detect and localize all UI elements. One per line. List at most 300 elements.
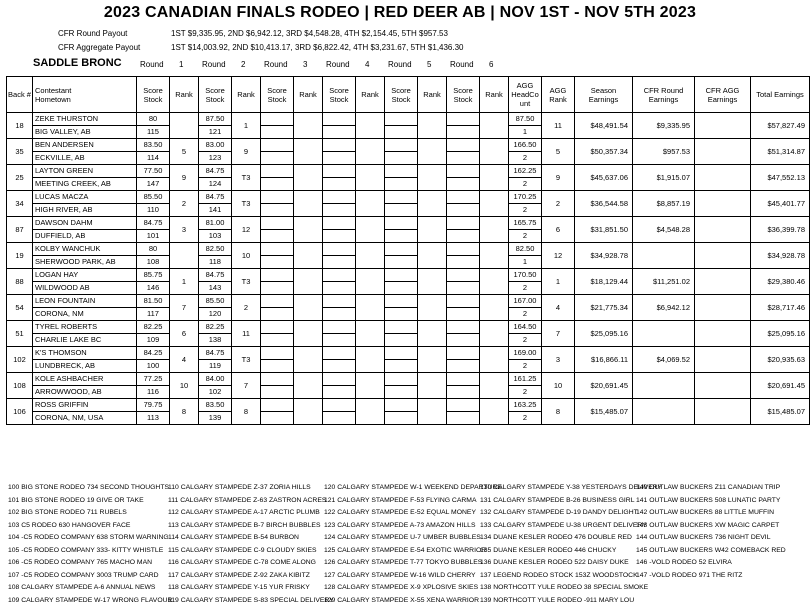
- cfr-round-earnings: $11,251.02: [633, 269, 695, 295]
- round-4-score: [323, 399, 356, 412]
- round-3-stock: [261, 204, 294, 217]
- round-2-rank: T3: [232, 165, 261, 191]
- contestant-name: LUCAS MACZA: [33, 191, 137, 204]
- season-earnings: $20,691.45: [575, 373, 633, 399]
- round-3-stock: [261, 152, 294, 165]
- col-rank: Rank: [170, 77, 199, 113]
- cfr-round-earnings: $8,857.19: [633, 191, 695, 217]
- round-label: Round: [450, 60, 474, 69]
- round-number: 3: [303, 60, 308, 69]
- col-score-stock: Score Stock: [447, 77, 480, 113]
- agg-headcount: 2: [509, 230, 542, 243]
- round-4-score: [323, 373, 356, 386]
- round-2-rank: 9: [232, 139, 261, 165]
- round-5-stock: [385, 412, 418, 425]
- stock-column: [168, 484, 334, 609]
- contestant-hometown: CORONA, NM: [33, 308, 137, 321]
- round-3-rank: [294, 295, 323, 321]
- round-2-score: 83.00: [199, 139, 232, 152]
- stock-entry: 120 CALGARY STAMPEDE W-1 WEEKEND DEPARTURE: [324, 484, 502, 491]
- back-number: 108: [7, 373, 33, 399]
- round-1-score: 81.50: [137, 295, 170, 308]
- agg-score: 163.25: [509, 399, 542, 412]
- round-5-stock: [385, 152, 418, 165]
- round-2-score: 81.00: [199, 217, 232, 230]
- round-1-score: 80: [137, 243, 170, 256]
- back-number: 88: [7, 269, 33, 295]
- round-2-score: 85.50: [199, 295, 232, 308]
- round-6-stock: [447, 178, 480, 191]
- total-earnings: $28,717.46: [751, 295, 810, 321]
- stock-entry: 121 CALGARY STAMPEDE F-53 FLYING CARMA: [324, 496, 477, 504]
- round-6-stock: [447, 282, 480, 295]
- round-5-stock: [385, 256, 418, 269]
- cfr-round-earnings: $9,335.95: [633, 113, 695, 139]
- col-rank: Rank: [480, 77, 509, 113]
- round-4-stock: [323, 204, 356, 217]
- round-3-stock: [261, 360, 294, 373]
- stock-entry: 140 OUTLAW BUCKERS Z11 CANADIAN TRIP: [636, 484, 781, 491]
- round-4-score: [323, 295, 356, 308]
- round-3-rank: [294, 113, 323, 139]
- round-4-score: [323, 347, 356, 360]
- round-header: [0, 60, 800, 72]
- cfr-agg-earnings: [695, 113, 751, 139]
- round-1-stock: 101: [137, 230, 170, 243]
- col-score-stock: Score Stock: [137, 77, 170, 113]
- col-rank: Rank: [232, 77, 261, 113]
- season-earnings: $15,485.07: [575, 399, 633, 425]
- contestant-name: ROSS GRIFFIN: [33, 399, 137, 412]
- round-2-stock: 103: [199, 230, 232, 243]
- round-4-rank: [356, 399, 385, 425]
- col-season-earnings: Season Earnings: [575, 77, 633, 113]
- round-label: Round: [326, 60, 350, 69]
- round-2-rank: 1: [232, 113, 261, 139]
- round-4-score: [323, 321, 356, 334]
- season-earnings: $50,357.34: [575, 139, 633, 165]
- round-3-rank: [294, 321, 323, 347]
- cfr-round-earnings: $6,942.12: [633, 295, 695, 321]
- round-3-stock: [261, 178, 294, 191]
- round-6-stock: [447, 126, 480, 139]
- round-4-rank: [356, 217, 385, 243]
- round-label: Round: [202, 60, 226, 69]
- round-5-stock: [385, 126, 418, 139]
- round-1-score: 85.75: [137, 269, 170, 282]
- col-agg-rank: AGG Rank: [542, 77, 575, 113]
- contestant-name: LEON FOUNTAIN: [33, 295, 137, 308]
- cfr-agg-earnings: [695, 243, 751, 269]
- stock-entry: 112 CALGARY STAMPEDE A-17 ARCTIC PLUMB: [168, 509, 320, 516]
- round-3-score: [261, 269, 294, 282]
- total-earnings: $57,827.49: [751, 113, 810, 139]
- round-4-stock: [323, 178, 356, 191]
- round-5-score: [385, 373, 418, 386]
- round-6-stock: [447, 334, 480, 347]
- contestant-hometown: DUFFIELD, AB: [33, 230, 137, 243]
- col-total-earnings: Total Earnings: [751, 77, 810, 113]
- round-6-rank: [480, 321, 509, 347]
- round-5-rank: [418, 217, 447, 243]
- round-2-score: 84.75: [199, 269, 232, 282]
- cfr-agg-earnings: [695, 191, 751, 217]
- round-3-score: [261, 217, 294, 230]
- table-row: [7, 113, 810, 126]
- round-5-rank: [418, 321, 447, 347]
- round-1-score: 77.50: [137, 165, 170, 178]
- round-3-rank: [294, 269, 323, 295]
- stock-entry: 129 CALGARY STAMPEDE X-55 XENA WARRIOR: [324, 596, 479, 604]
- round-5-rank: [418, 139, 447, 165]
- round-label: Round: [264, 60, 288, 69]
- stock-entry: 137 LEGEND RODEO STOCK 153Z WOODSTOCK: [480, 571, 638, 579]
- contestant-name: LAYTON GREEN: [33, 165, 137, 178]
- round-1-rank: 10: [170, 373, 199, 399]
- cfr-agg-earnings: [695, 269, 751, 295]
- total-earnings: $15,485.07: [751, 399, 810, 425]
- round-1-rank: 9: [170, 165, 199, 191]
- round-2-score: 84.75: [199, 191, 232, 204]
- round-5-rank: [418, 269, 447, 295]
- contestant-hometown: HIGH RIVER, AB: [33, 204, 137, 217]
- round-4-stock: [323, 412, 356, 425]
- round-4-rank: [356, 191, 385, 217]
- stock-entry: 105 -C5 RODEO COMPANY 333- KITTY WHISTLE: [8, 546, 164, 554]
- cfr-round-earnings: [633, 243, 695, 269]
- round-3-rank: [294, 373, 323, 399]
- round-2-rank: T3: [232, 347, 261, 373]
- round-2-stock: 119: [199, 360, 232, 373]
- round-6-score: [447, 165, 480, 178]
- page-title: 2023 CANADIAN FINALS RODEO | RED DEER AB | NOV 1ST - NOV 5TH 2023: [103, 4, 697, 21]
- round-4-stock: [323, 152, 356, 165]
- round-1-stock: 109: [137, 334, 170, 347]
- round-1-rank: 7: [170, 295, 199, 321]
- round-number: 4: [365, 60, 370, 69]
- round-2-score: 87.50: [199, 113, 232, 126]
- round-3-stock: [261, 256, 294, 269]
- stock-entry: 126 CALGARY STAMPEDE T-77 TOKYO BUBBLES: [324, 559, 483, 566]
- stock-entry: 125 CALGARY STAMPEDE E-54 EXOTIC WARRIOR: [324, 546, 487, 554]
- season-earnings: $31,851.50: [575, 217, 633, 243]
- round-1-score: 85.50: [137, 191, 170, 204]
- round-5-score: [385, 165, 418, 178]
- back-number: 102: [7, 347, 33, 373]
- round-1-score: 84.25: [137, 347, 170, 360]
- round-6-rank: [480, 113, 509, 139]
- round-2-stock: 141: [199, 204, 232, 217]
- cfr-round-earnings: $957.53: [633, 139, 695, 165]
- stock-entry: 103 C5 RODEO 630 HANGOVER FACE: [8, 521, 131, 529]
- round-3-stock: [261, 126, 294, 139]
- agg-rank: 5: [542, 139, 575, 165]
- round-6-score: [447, 139, 480, 152]
- stock-entry: 141 OUTLAW BUCKERS 508 LUNATIC PARTY: [636, 496, 781, 504]
- agg-rank: 10: [542, 373, 575, 399]
- agg-headcount: 2: [509, 334, 542, 347]
- round-4-score: [323, 217, 356, 230]
- round-4-stock: [323, 282, 356, 295]
- round-number: 1: [179, 60, 184, 69]
- stock-entry: 128 CALGARY STAMPEDE X-9 XPLOSIVE SKIES: [324, 584, 479, 591]
- round-5-stock: [385, 178, 418, 191]
- round-3-stock: [261, 308, 294, 321]
- round-3-score: [261, 347, 294, 360]
- round-4-rank: [356, 347, 385, 373]
- back-number: 51: [7, 321, 33, 347]
- round-label: Round: [388, 60, 412, 69]
- round-3-score: [261, 191, 294, 204]
- contestant-hometown: MEETING CREEK, AB: [33, 178, 137, 191]
- agg-rank: 2: [542, 191, 575, 217]
- round-5-rank: [418, 191, 447, 217]
- round-5-stock: [385, 308, 418, 321]
- round-5-stock: [385, 282, 418, 295]
- round-2-rank: 10: [232, 243, 261, 269]
- round-1-stock: 108: [137, 256, 170, 269]
- round-2-score: 82.50: [199, 243, 232, 256]
- round-6-score: [447, 217, 480, 230]
- total-earnings: $45,401.77: [751, 191, 810, 217]
- round-4-score: [323, 243, 356, 256]
- stock-entry: 113 CALGARY STAMPEDE B-7 BIRCH BUBBLES: [168, 521, 321, 529]
- agg-score: 164.50: [509, 321, 542, 334]
- round-1-stock: 116: [137, 386, 170, 399]
- round-6-rank: [480, 191, 509, 217]
- round-1-rank: 2: [170, 191, 199, 217]
- header-row: [7, 77, 810, 113]
- table-row: [7, 373, 810, 386]
- round-1-stock: 110: [137, 204, 170, 217]
- total-earnings: $47,552.13: [751, 165, 810, 191]
- round-3-score: [261, 373, 294, 386]
- back-number: 54: [7, 295, 33, 321]
- stock-entry: 123 CALGARY STAMPEDE A-73 AMAZON HILLS: [324, 521, 476, 529]
- round-2-rank: T3: [232, 269, 261, 295]
- stock-entry: 115 CALGARY STAMPEDE C-9 CLOUDY SKIES: [168, 546, 317, 554]
- round-3-score: [261, 399, 294, 412]
- stock-entry: 133 CALGARY STAMPEDE U-38 URGENT DELIVERY: [480, 521, 647, 529]
- stock-entry: 138 NORTHCOTT YULE RODEO 38 SPECIAL SMOKE: [480, 584, 649, 591]
- season-earnings: $25,095.16: [575, 321, 633, 347]
- round-3-rank: [294, 139, 323, 165]
- stock-entry: 130 CALGARY STAMPEDE Y-38 YESTERDAYS DELIVERY: [480, 484, 663, 491]
- contestant-hometown: LUNDBRECK, AB: [33, 360, 137, 373]
- round-4-rank: [356, 165, 385, 191]
- event-name: SADDLE BRONC: [33, 57, 122, 69]
- table-row: [7, 269, 810, 282]
- total-earnings: $34,928.78: [751, 243, 810, 269]
- stock-entry: 114 CALGARY STAMPEDE B-54 BURBON: [168, 534, 299, 541]
- season-earnings: $16,866.11: [575, 347, 633, 373]
- stock-entry: 104 -C5 RODEO COMPANY 638 STORM WARNING: [8, 534, 169, 541]
- round-4-score: [323, 113, 356, 126]
- col-hometown-label: Hometown: [35, 94, 71, 104]
- cfr-agg-earnings: [695, 399, 751, 425]
- cfr-agg-earnings: [695, 139, 751, 165]
- cfr-agg-earnings: [695, 347, 751, 373]
- round-3-score: [261, 295, 294, 308]
- table-row: [7, 165, 810, 178]
- round-3-rank: [294, 399, 323, 425]
- round-5-score: [385, 399, 418, 412]
- round-3-rank: [294, 165, 323, 191]
- agg-headcount: 2: [509, 282, 542, 295]
- stock-entry: 136 DUANE KESLER RODEO 522 DAISY DUKE: [480, 559, 629, 566]
- round-1-score: 77.25: [137, 373, 170, 386]
- round-6-rank: [480, 269, 509, 295]
- contestant-hometown: ECKVILLE, AB: [33, 152, 137, 165]
- round-2-stock: 102: [199, 386, 232, 399]
- round-2-rank: 8: [232, 399, 261, 425]
- col-score-stock: Score Stock: [261, 77, 294, 113]
- col-agg-headcount: AGG HeadCo unt: [509, 77, 542, 113]
- contestant-name: K'S THOMSON: [33, 347, 137, 360]
- round-5-rank: [418, 295, 447, 321]
- round-1-rank: 5: [170, 139, 199, 165]
- cfr-round-payout-values: 1ST $9,335.95, 2ND $6,942.12, 3RD $4,548.28, 4TH $2,154.45, 5TH $957.53: [171, 29, 448, 38]
- agg-headcount: 2: [509, 412, 542, 425]
- back-number: 87: [7, 217, 33, 243]
- round-2-score: 84.75: [199, 347, 232, 360]
- stock-entry: 134 DUANE KESLER RODEO 476 DOUBLE RED: [480, 534, 632, 541]
- round-5-rank: [418, 113, 447, 139]
- round-4-rank: [356, 243, 385, 269]
- contestant-hometown: BIG VALLEY, AB: [33, 126, 137, 139]
- stock-entry: 116 CALGARY STAMPEDE C-78 COME ALONG: [168, 559, 316, 566]
- stock-column: [8, 484, 172, 609]
- round-2-rank: 12: [232, 217, 261, 243]
- round-6-stock: [447, 256, 480, 269]
- round-1-stock: 114: [137, 152, 170, 165]
- cfr-agg-earnings: [695, 165, 751, 191]
- cfr-round-payout-label: CFR Round Payout: [58, 29, 128, 38]
- round-6-stock: [447, 230, 480, 243]
- round-1-stock: 147: [137, 178, 170, 191]
- round-5-score: [385, 217, 418, 230]
- round-2-stock: 139: [199, 412, 232, 425]
- results-body: [7, 113, 810, 425]
- round-1-stock: 113: [137, 412, 170, 425]
- stock-entry: 106 -C5 RODEO COMPANY 765 MACHO MAN: [8, 559, 153, 566]
- agg-headcount: 1: [509, 256, 542, 269]
- table-row: [7, 191, 810, 204]
- back-number: 35: [7, 139, 33, 165]
- col-score-stock: Score Stock: [385, 77, 418, 113]
- agg-headcount: 2: [509, 152, 542, 165]
- contestant-name: DAWSON DAHM: [33, 217, 137, 230]
- round-6-rank: [480, 399, 509, 425]
- cfr-agg-earnings: [695, 373, 751, 399]
- agg-score: 87.50: [509, 113, 542, 126]
- contestant-name: ZEKE THURSTON: [33, 113, 137, 126]
- round-1-rank: 4: [170, 347, 199, 373]
- round-3-stock: [261, 282, 294, 295]
- round-4-rank: [356, 113, 385, 139]
- round-6-stock: [447, 360, 480, 373]
- season-earnings: $34,928.78: [575, 243, 633, 269]
- round-5-stock: [385, 204, 418, 217]
- round-6-score: [447, 269, 480, 282]
- round-3-rank: [294, 347, 323, 373]
- stock-column: [636, 484, 786, 584]
- agg-rank: 3: [542, 347, 575, 373]
- round-4-stock: [323, 386, 356, 399]
- stock-entry: 132 CALGARY STAMPEDE D-19 DANDY DELIGHT: [480, 509, 638, 516]
- contestant-name: KOLBY WANCHUK: [33, 243, 137, 256]
- agg-rank: 9: [542, 165, 575, 191]
- season-earnings: $21,775.34: [575, 295, 633, 321]
- table-row: [7, 321, 810, 334]
- round-5-stock: [385, 386, 418, 399]
- round-6-stock: [447, 204, 480, 217]
- stock-entry: 111 CALGARY STAMPEDE Z-63 ZASTRON ACRES: [168, 496, 327, 504]
- stock-entry: 145 OUTLAW BUCKERS W42 COMEBACK RED: [636, 546, 786, 554]
- round-5-score: [385, 191, 418, 204]
- stock-entry: 108 CALGARY STAMPEDE A-6 ANNUAL NEWS: [8, 584, 156, 591]
- agg-headcount: 2: [509, 308, 542, 321]
- total-earnings: $25,095.16: [751, 321, 810, 347]
- round-6-stock: [447, 308, 480, 321]
- col-score-stock: Score Stock: [323, 77, 356, 113]
- round-4-stock: [323, 256, 356, 269]
- round-6-score: [447, 191, 480, 204]
- table-row: [7, 139, 810, 152]
- total-earnings: $20,935.63: [751, 347, 810, 373]
- col-contestant: [33, 77, 137, 113]
- agg-rank: 1: [542, 269, 575, 295]
- round-6-rank: [480, 347, 509, 373]
- agg-score: 169.00: [509, 347, 542, 360]
- stock-entry: 135 DUANE KESLER RODEO 446 CHUCKY: [480, 546, 617, 554]
- contestant-name: LOGAN HAY: [33, 269, 137, 282]
- stock-entry: 143 OUTLAW BUCKERS XW MAGIC CARPET: [636, 521, 780, 529]
- col-cfr-round-earnings: CFR Round Earnings: [633, 77, 695, 113]
- round-5-score: [385, 243, 418, 256]
- round-2-score: 84.75: [199, 165, 232, 178]
- stock-entry: 107 -C5 RODEO COMPANY 3003 TRUMP CARD: [8, 571, 159, 579]
- agg-rank: 11: [542, 113, 575, 139]
- stock-entry: 109 CALGARY STAMPEDE W-17 WRONG FLAVOUR: [8, 596, 173, 604]
- table-row: [7, 243, 810, 256]
- table-row: [7, 295, 810, 308]
- stock-entry: 101 BIG STONE RODEO 19 GIVE OR TAKE: [8, 496, 144, 504]
- table-row: [7, 399, 810, 412]
- stock-entry: 144 OUTLAW BUCKERS 736 NIGHT DEVIL: [636, 534, 771, 541]
- cfr-agg-earnings: [695, 321, 751, 347]
- round-5-rank: [418, 347, 447, 373]
- back-number: 25: [7, 165, 33, 191]
- round-1-rank: [170, 113, 199, 139]
- round-3-stock: [261, 230, 294, 243]
- round-3-score: [261, 139, 294, 152]
- agg-headcount: 2: [509, 178, 542, 191]
- round-number: 6: [489, 60, 494, 69]
- round-2-score: 84.00: [199, 373, 232, 386]
- round-5-score: [385, 295, 418, 308]
- agg-score: 162.25: [509, 165, 542, 178]
- stock-entry: 110 CALGARY STAMPEDE Z-37 ZORIA HILLS: [168, 484, 311, 491]
- agg-score: 166.50: [509, 139, 542, 152]
- results-table: [6, 76, 810, 425]
- agg-headcount: 2: [509, 386, 542, 399]
- round-4-rank: [356, 321, 385, 347]
- stock-entry: 147 -VOLD RODEO 971 THE RITZ: [636, 571, 743, 579]
- round-3-score: [261, 113, 294, 126]
- round-2-rank: 7: [232, 373, 261, 399]
- contestant-name: KOLE ASHBACHER: [33, 373, 137, 386]
